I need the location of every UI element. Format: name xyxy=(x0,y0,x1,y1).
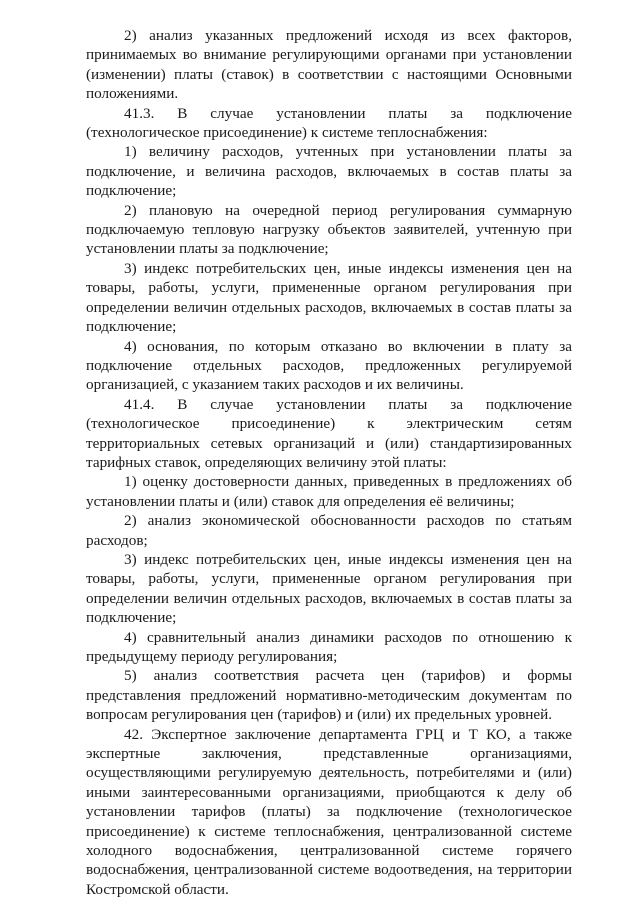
paragraph-41-3-item-3: 3) индекс потребительских цен, иные индексы изменения цен на товары, работы, услуги, примененные органом регулирования при определении величин отдельных расходов, включаемых в состав платы за подключение; xyxy=(86,259,572,336)
paragraph-41-3-item-4: 4) основания, по которым отказано во включении в плату за подключение отдельных расходов, предложенных регулируемой организацией, с указанием таких расходов и их величины. xyxy=(86,337,572,394)
paragraph-analysis-proposals: 2) анализ указанных предложений исходя из всех факторов, принимаемых во внимание регулирующими органами при установлении (изменении) платы (ставок) в соответствии с настоящими Основными положениями. xyxy=(86,27,572,103)
document-page xyxy=(86,26,572,899)
paragraph-41-4-item-4: 4) сравнительный анализ динамики расходов по отношению к предыдущему периоду регулирования; xyxy=(86,628,572,665)
paragraph-41-4-item-2: 2) анализ экономической обоснованности расходов по статьям расходов; xyxy=(86,512,572,549)
paragraph-41-4-heading: 41.4. В случае установлении платы за подключение (технологическое присоединение) к электрическим сетям территориальных сетевых организаций и (или) стандартизированных тарифных ставок, определяющих величину этой платы: xyxy=(86,395,572,471)
paragraph-41-4-item-1: 1) оценку достоверности данных, приведенных в предложениях об установлении платы и (или) ставок для определения её величины; xyxy=(86,473,572,510)
paragraph-41-4-item-3: 3) индекс потребительских цен, иные индексы изменения цен на товары, работы, услуги, примененные органом регулирования при определении величин отдельных расходов, включаемых в состав платы за подключение; xyxy=(86,550,572,627)
paragraph-41-3-heading: 41.3. В случае установлении платы за подключение (технологическое присоединение) к системе теплоснабжения: xyxy=(86,104,572,142)
paragraph-41-4-item-5: 5) анализ соответствия расчета цен (тарифов) и формы представления предложений нормативно-методическим документам по вопросам регулирования цен (тарифов) и (или) их предельных уровней. xyxy=(86,667,572,724)
paragraph-41-3-item-2: 2) плановую на очередной период регулирования суммарную подключаемую тепловую нагрузку объектов заявителей, учтенную при установлении платы за подключение; xyxy=(86,201,572,258)
paragraph-42: 42. Экспертное заключение департамента ГРЦ и Т КО, а также экспертные заключения, представленные организациями, осуществляющими регулируемую деятельность, потребителями и (или) иными заинтересованными организациями, приобщаются к делу об установлении тарифов (платы) за подключение (технологическое присоединение) к системе теплоснабжения, централизованной системе холодного водоснабжения, централизованной системе горячего водоснабжения, централизованной системе водоотведения, на территории Костромской области. xyxy=(86,725,572,898)
paragraph-41-3-item-1: 1) величину расходов, учтенных при установлении платы за подключение, и величина расходов, включаемых в состав платы за подключение; xyxy=(86,143,572,200)
